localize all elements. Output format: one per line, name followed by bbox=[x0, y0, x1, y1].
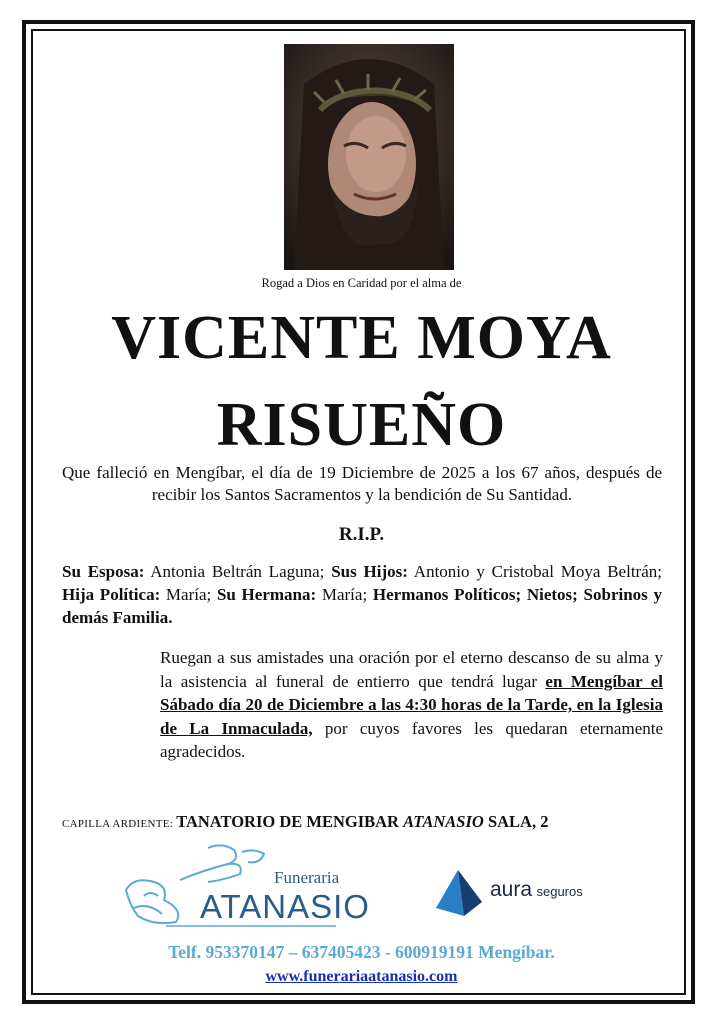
hija-politica-name: María; bbox=[160, 585, 217, 604]
hijos-label: Sus Hijos: bbox=[331, 562, 408, 581]
deceased-name-line2: RISUEÑO bbox=[216, 391, 507, 459]
funeral-text-after: por cuyos favores les quedaran eternamente agradecidos. bbox=[160, 718, 664, 762]
esposa-name: Antonia Beltrán Laguna; bbox=[144, 562, 332, 581]
intro-line: Rogad a Dios en Caridad por el alma de bbox=[261, 276, 462, 290]
hermana-name: María; bbox=[316, 585, 373, 604]
tanatorio-brand: ATANASIO bbox=[403, 812, 484, 831]
aura-suffix: seguros bbox=[536, 884, 583, 899]
other-relatives: Hermanos Políticos; Nietos; Sobrinos y demás Familia. bbox=[62, 585, 662, 627]
deceased-name-line1: VICENTE MOYA bbox=[111, 304, 612, 372]
hija-politica-label: Hija Política: bbox=[62, 585, 161, 604]
hijos-names: Antonio y Cristobal Moya Beltrán; bbox=[407, 562, 662, 581]
telephone-line: Telf. 953370147 – 637405423 - 600919191 Mengíbar. bbox=[168, 942, 555, 962]
esposa-label: Su Esposa: bbox=[62, 562, 145, 581]
capilla-ardiente bbox=[62, 812, 682, 832]
death-notice: Que falleció en Mengíbar, el día de 19 Diciembre de 2025 a los 67 años, después de recibir los Santos Sacramentos y la bendición de Su Santidad. bbox=[62, 463, 662, 504]
funeral-text-before: Ruegan a sus amistades una oración por el eterno descanso de su alma y la asistencia al funeral de entierro que tendrá lugar bbox=[160, 648, 663, 691]
capilla-label: CAPILLA ARDIENTE: bbox=[62, 818, 177, 830]
aura-name: aura bbox=[490, 878, 533, 901]
christ-portrait-image bbox=[284, 44, 454, 270]
funeral-details: en Mengíbar el Sábado día 20 de Diciembre a las 4:30 horas de la Tarde, en la Iglesia de La Inmaculada, bbox=[160, 671, 663, 738]
funeraria-big-text: ATANASIO bbox=[200, 888, 370, 925]
website-link[interactable]: www.funerariaatanasio.com bbox=[265, 968, 458, 985]
tanatorio-sala: SALA, 2 bbox=[483, 812, 549, 831]
tanatorio-name: TANATORIO DE MENGIBAR bbox=[176, 812, 404, 831]
hermana-label: Su Hermana: bbox=[216, 585, 317, 604]
aura-seguros-logo bbox=[434, 868, 614, 918]
funeraria-atanasio-logo bbox=[124, 840, 370, 935]
family-paragraph bbox=[62, 560, 662, 629]
rip-heading: R.I.P. bbox=[338, 524, 385, 545]
aura-pyramid-icon bbox=[434, 868, 484, 918]
funeraria-small-text: Funeraria bbox=[274, 868, 340, 887]
funeral-paragraph bbox=[160, 646, 663, 764]
